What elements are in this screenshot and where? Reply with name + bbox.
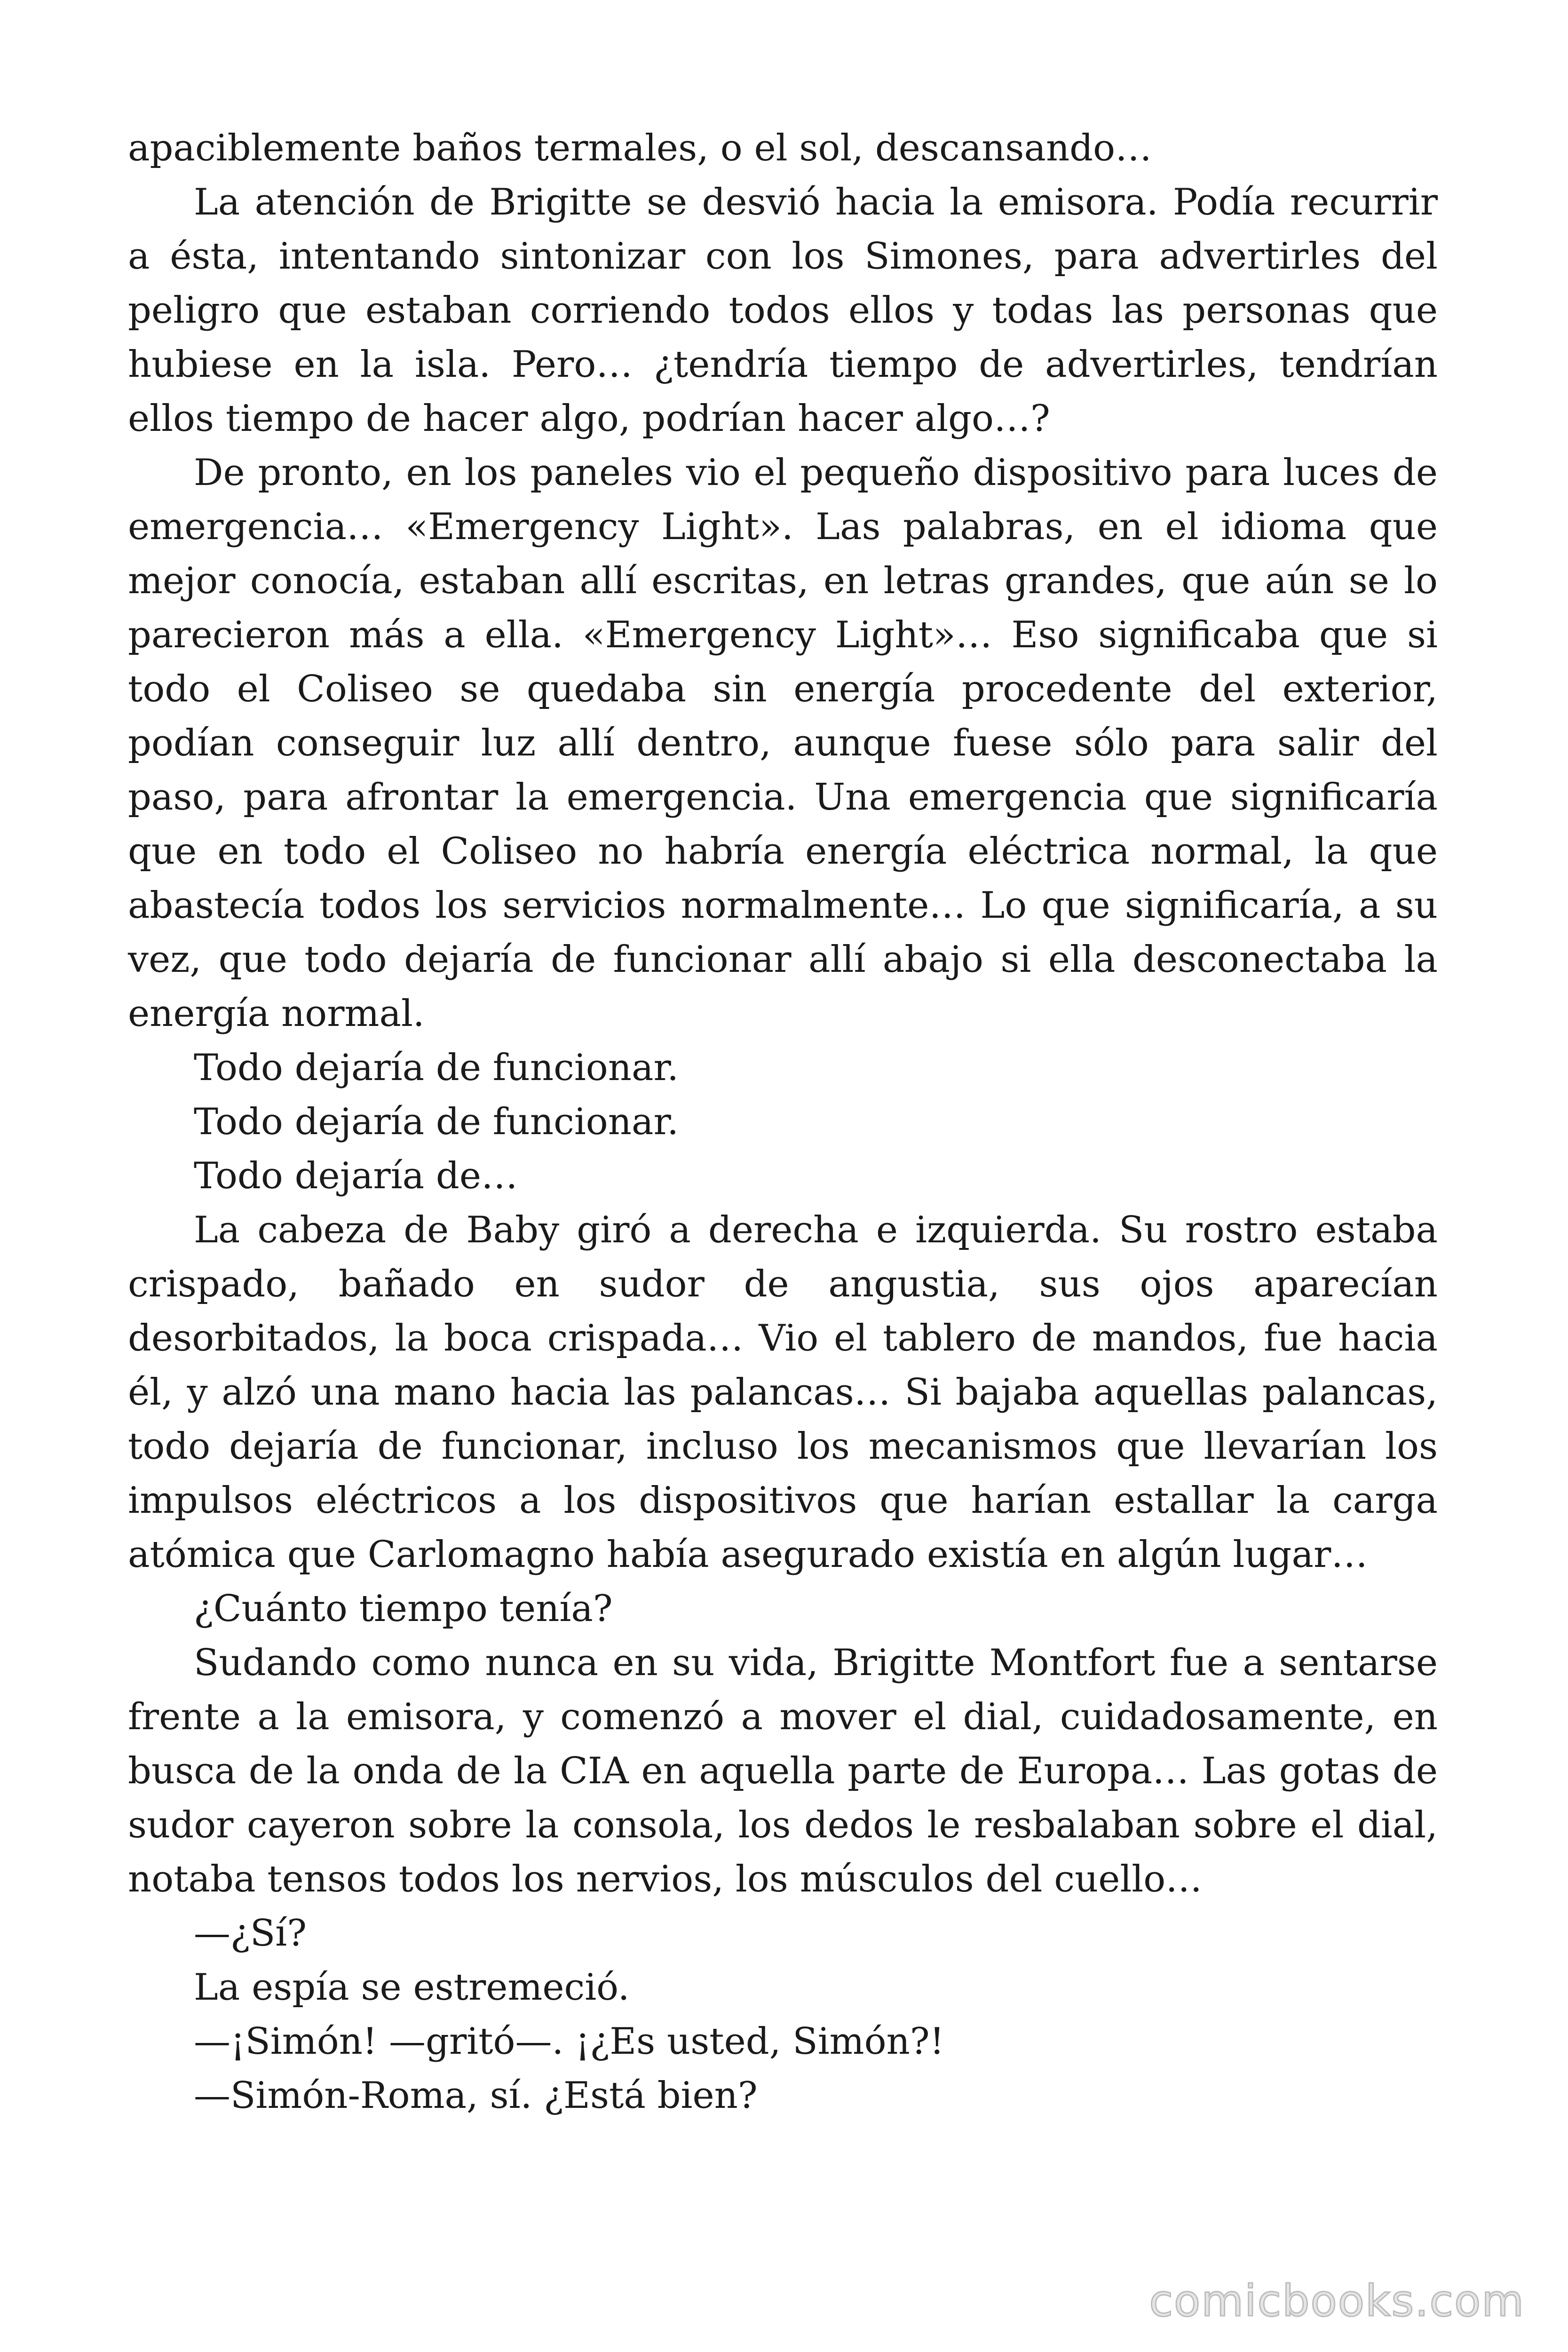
paragraph-continuation: apaciblemente baños termales, o el sol, descansando… bbox=[128, 127, 1152, 169]
paragraph: Todo dejaría de… bbox=[194, 1155, 518, 1197]
dialogue-line: —Simón-Roma, sí. ¿Está bien? bbox=[194, 2074, 758, 2117]
paragraph: Todo dejaría de funcionar. bbox=[194, 1047, 679, 1089]
dialogue-line: —¿Sí? bbox=[194, 1912, 307, 1955]
paragraph: ¿Cuánto tiempo tenía? bbox=[194, 1588, 613, 1630]
body-text bbox=[128, 121, 1438, 2123]
paragraph: La atención de Brigitte se desvió hacia la emisora. Podía recurrir a ésta, intentando sintonizar con los Simones, para advertirles del peligro que estaban corriendo todos ellos y todas las personas que hubiese en la isla. Pero… ¿tendría tiempo de advertirles, tendrían ellos tiempo de hacer algo, podrían hacer algo…? bbox=[128, 181, 1438, 440]
paragraph: La cabeza de Baby giró a derecha e izquierda. Su rostro estaba crispado, bañado en sudor de angustia, sus ojos aparecían desorbitados, la boca crispada… Vio el tablero de mandos, fue hacia él, y alzó una mano hacia las palancas… Si bajaba aquellas palancas, todo dejaría de funcionar, incluso los mecanismos que llevarían los impulsos eléctricos a los dispositivos que harían estallar la carga atómica que Carlomagno había asegurado existía en algún lugar… bbox=[128, 1209, 1438, 1576]
dialogue-line: —¡Simón! —gritó—. ¡¿Es usted, Simón?! bbox=[194, 2020, 944, 2063]
watermark: comicbooks.com bbox=[1149, 2276, 1525, 2326]
paragraph: Todo dejaría de funcionar. bbox=[194, 1101, 679, 1143]
paragraph: La espía se estremeció. bbox=[194, 1966, 630, 2009]
paragraph: Sudando como nunca en su vida, Brigitte Montfort fue a sentarse frente a la emisora, y comenzó a mover el dial, cuidadosamente, en busca de la onda de la CIA en aquella parte de Europa… Las gotas de sudor cayeron sobre la consola, los dedos le resbalaban sobre el dial, notaba tensos todos los nervios, los músculos del cuello… bbox=[128, 1642, 1438, 1900]
paragraph: De pronto, en los paneles vio el pequeño dispositivo para luces de emergencia… «Emergency Light». Las palabras, en el idioma que mejor conocía, estaban allí escritas, en letras grandes, que aún se lo parecieron más a ella. «Emergency Light»… Eso significaba que si todo el Coliseo se quedaba sin energía procedente del exterior, podían conseguir luz allí dentro, aunque fuese sólo para salir del paso, para afrontar la emergencia. Una emergencia que significaría que en todo el Coliseo no habría energía eléctrica normal, la que abastecía todos los servicios normalmente… Lo que significaría, a su vez, que todo dejaría de funcionar allí abajo si ella desconectaba la energía normal. bbox=[128, 452, 1438, 1035]
